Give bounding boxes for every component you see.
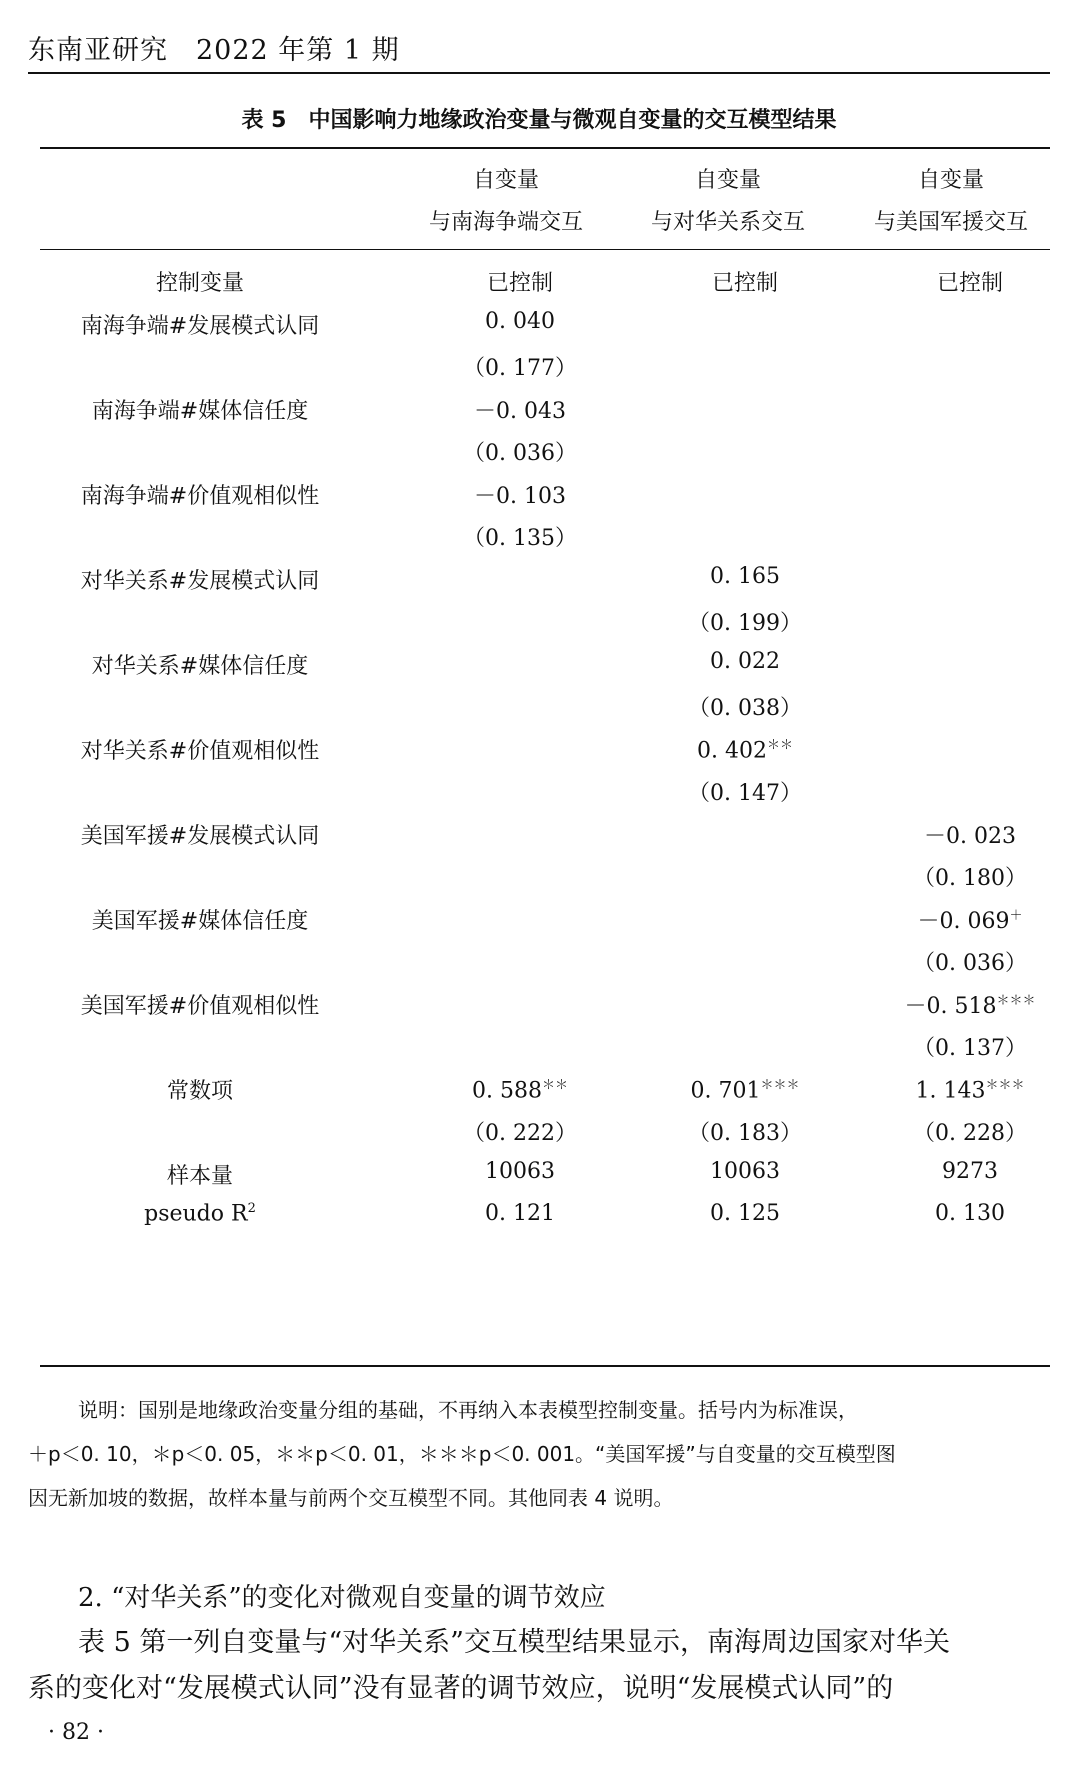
column-header-2-line1: 自变量: [694, 168, 761, 193]
table-row: [40, 258, 1050, 306]
section-subheading: 2. “对华关系”的变化对微观自变量的调节效应: [78, 1583, 606, 1613]
row-label: 南海争端#媒体信任度: [91, 398, 309, 424]
cell-c1: （0. 135）: [463, 526, 577, 551]
row-label: pseudo $R^2$: [144, 1201, 256, 1227]
table-bottom-rule: [40, 1365, 1050, 1367]
row-label: 美国军援#价值观相似性: [80, 993, 320, 1019]
table-row: [40, 1193, 1050, 1241]
table-row: [40, 1151, 1050, 1199]
cell-c2: （0. 038）: [688, 696, 802, 721]
cell-c1: （0. 222）: [463, 1121, 577, 1146]
table-header-rule: [40, 249, 1050, 250]
note-line-3: 因无新加坡的数据，故样本量与前两个交互模型不同。其他同表 4 说明。: [28, 1486, 674, 1510]
cell-c2: 0. 402＊＊: [697, 737, 793, 763]
cell-c2: 10063: [710, 1158, 780, 1184]
cell-c3: （0. 036）: [913, 951, 1027, 976]
table-row: [40, 428, 1050, 476]
table-note: [28, 1388, 1052, 1520]
row-label: 美国军援#媒体信任度: [91, 908, 309, 934]
cell-c1: 10063: [485, 1158, 555, 1184]
cell-c2: 0. 701＊＊＊: [690, 1077, 800, 1103]
cell-c2: 0. 165: [710, 563, 780, 589]
table-row: [40, 1023, 1050, 1071]
row-label: 美国军援#发展模式认同: [80, 823, 320, 849]
cell-c1: （0. 177）: [463, 356, 577, 381]
table-row: [40, 938, 1050, 986]
row-label: 对华关系#发展模式认同: [80, 568, 320, 594]
body-paragraph: [28, 1620, 1052, 1712]
cell-c2: 已控制: [711, 271, 778, 296]
table-title: 表 5 中国影响力地缘政治变量与微观自变量的交互模型结果: [241, 108, 837, 133]
cell-c3: （0. 228）: [913, 1121, 1027, 1146]
table-top-rule: [40, 147, 1050, 149]
row-label: 控制变量: [155, 271, 244, 296]
body-line-2: 系的变化对“发展模式认同”没有显著的调节效应，说明“发展模式认同”的: [28, 1673, 894, 1704]
table-row: [40, 471, 1050, 519]
table-row: [40, 386, 1050, 434]
row-label: 样本量: [166, 1163, 233, 1189]
cell-c3: 1. 143＊＊＊: [915, 1077, 1025, 1103]
column-header-1: [406, 160, 606, 244]
page-number: · 82 ·: [48, 1720, 104, 1745]
column-header-3-line1: 自变量: [917, 168, 984, 193]
table-row: [40, 853, 1050, 901]
table-row: [40, 683, 1050, 731]
table-row: [40, 598, 1050, 646]
running-header: 东南亚研究 2022 年第 1 期: [28, 35, 400, 66]
table-row: [40, 1066, 1050, 1114]
table-row: [40, 513, 1050, 561]
cell-c1: 0. 588＊＊: [472, 1077, 568, 1103]
cell-c1: 0. 040: [485, 308, 555, 334]
cell-c2: 0. 125: [710, 1201, 780, 1226]
cell-c3: －0. 518＊＊＊: [904, 993, 1036, 1019]
cell-c1: －0. 103: [474, 483, 566, 509]
row-label: 南海争端#发展模式认同: [80, 313, 320, 339]
row-label: 常数项: [166, 1078, 233, 1104]
cell-c2: （0. 183）: [688, 1121, 802, 1146]
cell-c3: 9273: [942, 1158, 998, 1184]
column-header-1-line1: 自变量: [472, 168, 539, 193]
table-row: [40, 811, 1050, 859]
cell-c3: （0. 180）: [913, 866, 1027, 891]
table-row: [40, 641, 1050, 689]
column-header-3-line2: 与美国军援交互: [873, 210, 1028, 235]
column-header-1-line2: 与南海争端交互: [428, 210, 583, 235]
cell-c1: （0. 036）: [463, 441, 577, 466]
column-header-2: [628, 160, 828, 244]
cell-c3: －0. 069＋: [917, 908, 1023, 934]
table-row: [40, 301, 1050, 349]
table-row: [40, 556, 1050, 604]
row-label: 对华关系#媒体信任度: [91, 653, 309, 679]
table-row: [40, 726, 1050, 774]
cell-c2: （0. 199）: [688, 611, 802, 636]
cell-c1: 0. 121: [485, 1201, 555, 1226]
cell-c3: 已控制: [936, 271, 1003, 296]
cell-c1: －0. 043: [474, 398, 566, 424]
table-row: [40, 1108, 1050, 1156]
cell-c3: －0. 023: [924, 823, 1016, 849]
cell-c1: 已控制: [486, 271, 553, 296]
table-row: [40, 343, 1050, 391]
column-header-3: [851, 160, 1051, 244]
column-header-2-line2: 与对华关系交互: [650, 210, 805, 235]
table-row: [40, 768, 1050, 816]
row-label: 对华关系#价值观相似性: [80, 738, 320, 764]
row-label: 南海争端#价值观相似性: [80, 483, 320, 509]
cell-c3: （0. 137）: [913, 1036, 1027, 1061]
table-row: [40, 981, 1050, 1029]
note-line-1: 说明：国别是地缘政治变量分组的基础，不再纳入本表模型控制变量。括号内为标准误，: [78, 1398, 858, 1422]
body-line-1: 表 5 第一列自变量与“对华关系”交互模型结果显示，南海周边国家对华关: [78, 1627, 950, 1658]
cell-c3: 0. 130: [935, 1201, 1005, 1226]
header-rule: [28, 72, 1050, 74]
cell-c2: （0. 147）: [688, 781, 802, 806]
table-row: [40, 896, 1050, 944]
cell-c2: 0. 022: [710, 648, 780, 674]
note-line-2: ＋p＜0. 10，＊p＜0. 05，＊＊p＜0. 01，＊＊＊p＜0. 001。“美国军援”与自变量的交互模型图: [28, 1442, 896, 1466]
